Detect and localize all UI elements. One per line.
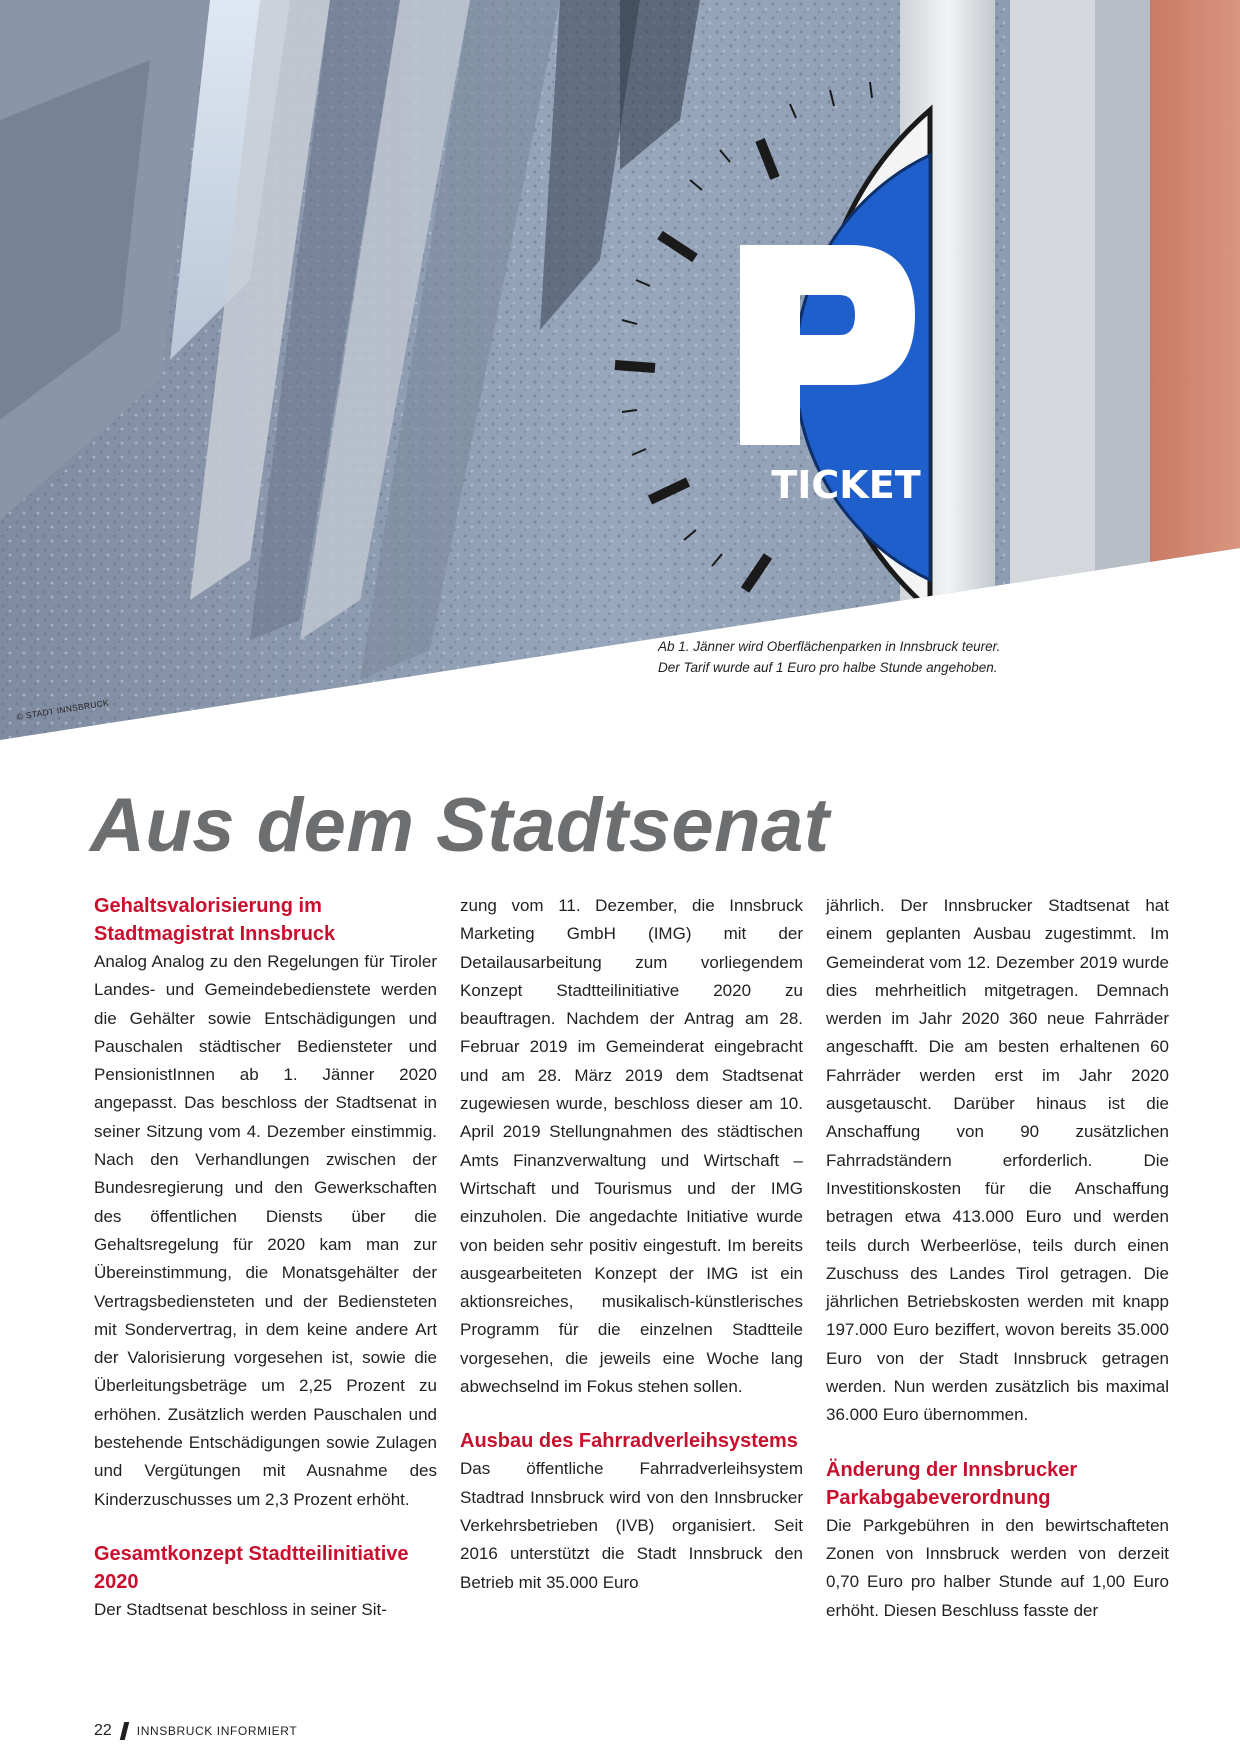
photo-caption [658, 636, 1218, 678]
section-body-parkabgabe: Die Parkgebühren in den bewirtschafteten Zonen von Innsbruck werden von derzeit 0,70 Euro pro halber Stunde auf 1,00 Euro erhöht. Diesen Beschluss fasste der [826, 1515, 1169, 1620]
section-heading-stadtteilinitiative: Gesamtkonzept Stadtteilinitiative 2020 [94, 1542, 409, 1593]
hero-photo [0, 0, 1240, 740]
section-heading-gehaltsvalorisierung: Gehaltsvalorisierung im Stadtmagistrat Innsbruck [94, 895, 336, 945]
photo-credit: © STADT INNSBRUCK [16, 697, 110, 722]
section-body-fahrradverleih-cont: jährlich. Der Innsbrucker Stadtsenat hat einem geplanten Ausbau zugestimmt. Im Gemeinderat vom 12. Dezember 2019 wurde dies mehrheitlich mitgetragen. Demnach werden im Jahr 2020 360 neue Fahrräder angeschafft. Die am besten erhaltenen 60 Fahrräder werden erst im Jahr 2020 ausgetauscht. Darüber hinaus ist die Anschaffung von 90 zusätzlichen Fahrradständern erforderlich. Die Investitionskosten für die Anschaffung betragen etwa 413.000 Euro und werden teils durch Werbeerlöse, teils durch einen Zuschuss des Landes Tirol getragen. Die jährlichen Betriebskosten werden mit knapp 197.000 Euro beziffert, wovon bereits 35.000 Euro von der Stadt Innsbruck getragen werden. Nun werden zusätzlich bis maximal 36.000 Euro übernommen. [826, 896, 1169, 1425]
section-heading-parkabgabe: Änderung der Innsbrucker Parkabgabeverordnung [826, 1458, 1078, 1509]
section-body-stadtteilinitiative-cont: zung vom 11. Dezember, die Innsbruck Marketing GmbH (IMG) mit der Detailausarbeitung zum vorliegendem Konzept Stadtteilinitiative 2020 zu beauftragen. Nachdem der Antrag am 28. Februar 2019 im Gemeinderat eingebracht und am 28. März 2019 dem Stadtsenat zugewiesen wurde, beschloss dieser am 10. April 2019 Stellungnahmen des städtischen Amts Finanzverwaltung und Wirtschaft – Wirtschaft und Tourismus und der IMG einzuholen. Die angedachte Initiative wurde von beiden sehr positiv eingestuft. Im bereits ausgearbeiteten Konzept der IMG ist ein aktionsreiches, musikalisch-künstlerisches Programm für die einzelnen Stadtteile vorgesehen, die jeweils eine Woche lang abwechselnd im Fokus stehen sollen. [460, 896, 803, 1397]
section-body-stadtteilinitiative-start: Der Stadtsenat beschloss in seiner Sit- [94, 1599, 387, 1619]
page-number: 22 [94, 1722, 112, 1739]
sign-ticket-text: TICKET [771, 463, 921, 507]
section-heading-fahrradverleih: Ausbau des Fahrradverleihsystems [460, 1430, 798, 1453]
caption-line-1: Ab 1. Jänner wird Oberflächenparken in Innsbruck teurer. [658, 639, 1001, 654]
page-footer [94, 1722, 297, 1740]
article-column-2 [460, 892, 803, 1597]
article-column-3 [826, 892, 1169, 1625]
parking-sign-photo [0, 0, 1240, 740]
article-column-1 [94, 892, 437, 1624]
footer-slash-divider [120, 1722, 129, 1740]
caption-line-2: Der Tarif wurde auf 1 Euro pro halbe Stunde angehoben. [658, 660, 998, 675]
magazine-name: INNSBRUCK INFORMIERT [136, 1724, 298, 1738]
section-body-fahrradverleih-start: Das öffentliche Fahrradverleihsystem Stadtrad Innsbruck wird von den Innsbrucker Verkehrsbetrieben (IVB) organisiert. Seit 2016 unterstützt die Stadt Innsbruck den Betrieb mit 35.000 Euro [460, 1459, 803, 1592]
page-title: Aus dem Stadtsenat [90, 783, 830, 868]
section-body-gehaltsvalorisierung: Analog Analog zu den Regelungen für Tiroler Landes- und Gemeindebedienstete werden die Gehälter sowie Entschädigungen und Pauschalen städtischer Bediensteter und PensionistInnen ab 1. Jänner 2020 angepasst. Das beschloss der Stadtsenat in seiner Sitzung vom 4. Dezember einstimmig. Nach den Verhandlungen zwischen der Bundesregierung und den Gewerkschaften des öffentlichen Diensts über die Gehaltsregelung für 2020 kam man zur Übereinstimmung, die Monatsgehälter der Vertragsbediensteten und der Bediensteten mit Sondervertrag, in dem keine andere Art der Valorisierung vorgesehen ist, sowie die Überleitungsbeträge um 2,25 Prozent zu erhöhen. Zusätzlich werden Pauschalen und bestehende Entschädigungen sowie Zulagen und Vergütungen mit Ausnahme des Kinderzuschusses um 2,3 Prozent erhöht. [94, 952, 437, 1509]
